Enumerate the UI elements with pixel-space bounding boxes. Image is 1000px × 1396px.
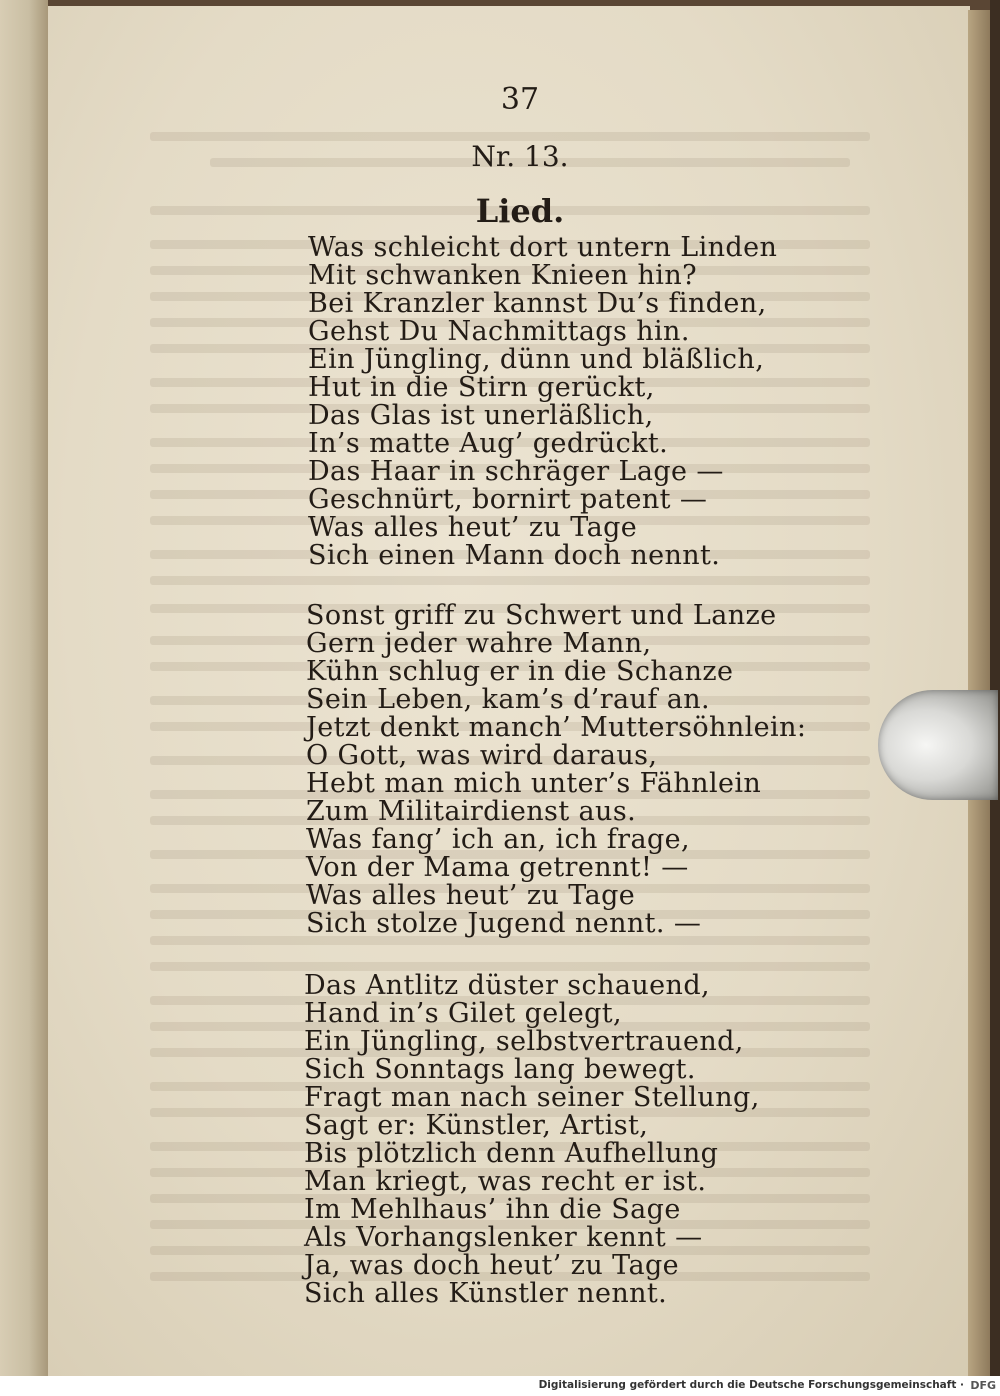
verse-line: Hebt man mich unter’s Fähnlein	[306, 768, 762, 799]
verse-line: Was alles heut’ zu Tage	[306, 880, 636, 911]
verse-line: Was schleicht dort untern Linden	[308, 232, 778, 263]
verse-line: Sonst griff zu Schwert und Lanze	[306, 600, 777, 631]
verse-line: Geschnürt, bornirt patent —	[308, 484, 708, 515]
verse-line: Das Haar in schräger Lage —	[308, 456, 724, 487]
glass-page-weight	[878, 690, 998, 800]
song-number: Nr. 13.	[471, 140, 569, 173]
verse-line: Hut in die Stirn gerückt,	[308, 372, 655, 403]
verse-line: Fragt man nach seiner Stellung,	[304, 1082, 760, 1113]
verse-line: Gehst Du Nachmittags hin.	[308, 316, 690, 347]
verse-line: Das Glas ist unerläßlich,	[308, 400, 654, 431]
verse-line: Bei Kranzler kannst Du’s finden,	[308, 288, 767, 319]
verse-line: Mit schwanken Knieen hin?	[308, 260, 698, 291]
verse-line: Gern jeder wahre Mann,	[306, 628, 652, 659]
verse-line: Was alles heut’ zu Tage	[308, 512, 638, 543]
verse-line: Sich stolze Jugend nennt. —	[306, 908, 702, 939]
verse-line: Ein Jüngling, selbstvertrauend,	[304, 1026, 744, 1057]
song-title: Lied.	[475, 192, 565, 230]
verse-line: Sich einen Mann doch nennt.	[308, 540, 721, 571]
footer-bar	[0, 1376, 1000, 1396]
verse-line: In’s matte Aug’ gedrückt.	[308, 428, 669, 459]
verse-line: Ein Jüngling, dünn und bläßlich,	[308, 344, 765, 375]
verse-line: Ja, was doch heut’ zu Tage	[304, 1250, 680, 1281]
verse-line: Jetzt denkt manch’ Muttersöhnlein:	[306, 712, 807, 743]
verse-line: Als Vorhangslenker kennt —	[304, 1222, 703, 1253]
verse-line: Sich Sonntags lang bewegt.	[304, 1054, 696, 1085]
verse-line: Kühn schlug er in die Schanze	[306, 656, 734, 687]
verse-line: Zum Militairdienst aus.	[306, 796, 637, 827]
verse-line: Sein Leben, kam’s d’rauf an.	[306, 684, 710, 715]
verse-line: Bis plötzlich denn Aufhellung	[304, 1138, 719, 1169]
verse-line: Von der Mama getrennt! —	[306, 852, 689, 883]
verse-line: Was fang’ ich an, ich frage,	[306, 824, 691, 855]
verse-line: Hand in’s Gilet gelegt,	[304, 998, 622, 1029]
verse-line: Sagt er: Künstler, Artist,	[304, 1110, 649, 1141]
page-number: 37	[500, 82, 540, 117]
verse-line: Man kriegt, was recht er ist.	[304, 1166, 707, 1197]
dfg-logo: DFG	[970, 1379, 996, 1392]
verse-line: Das Antlitz düster schauend,	[304, 970, 710, 1001]
verse-line: Im Mehlhaus’ ihn die Sage	[304, 1194, 681, 1225]
verse-line: Sich alles Künstler nennt.	[304, 1278, 668, 1309]
funding-credit: Digitalisierung gefördert durch die Deutsche Forschungsgemeinschaft ·	[538, 1379, 964, 1391]
verse-line: O Gott, was wird daraus,	[306, 740, 658, 771]
